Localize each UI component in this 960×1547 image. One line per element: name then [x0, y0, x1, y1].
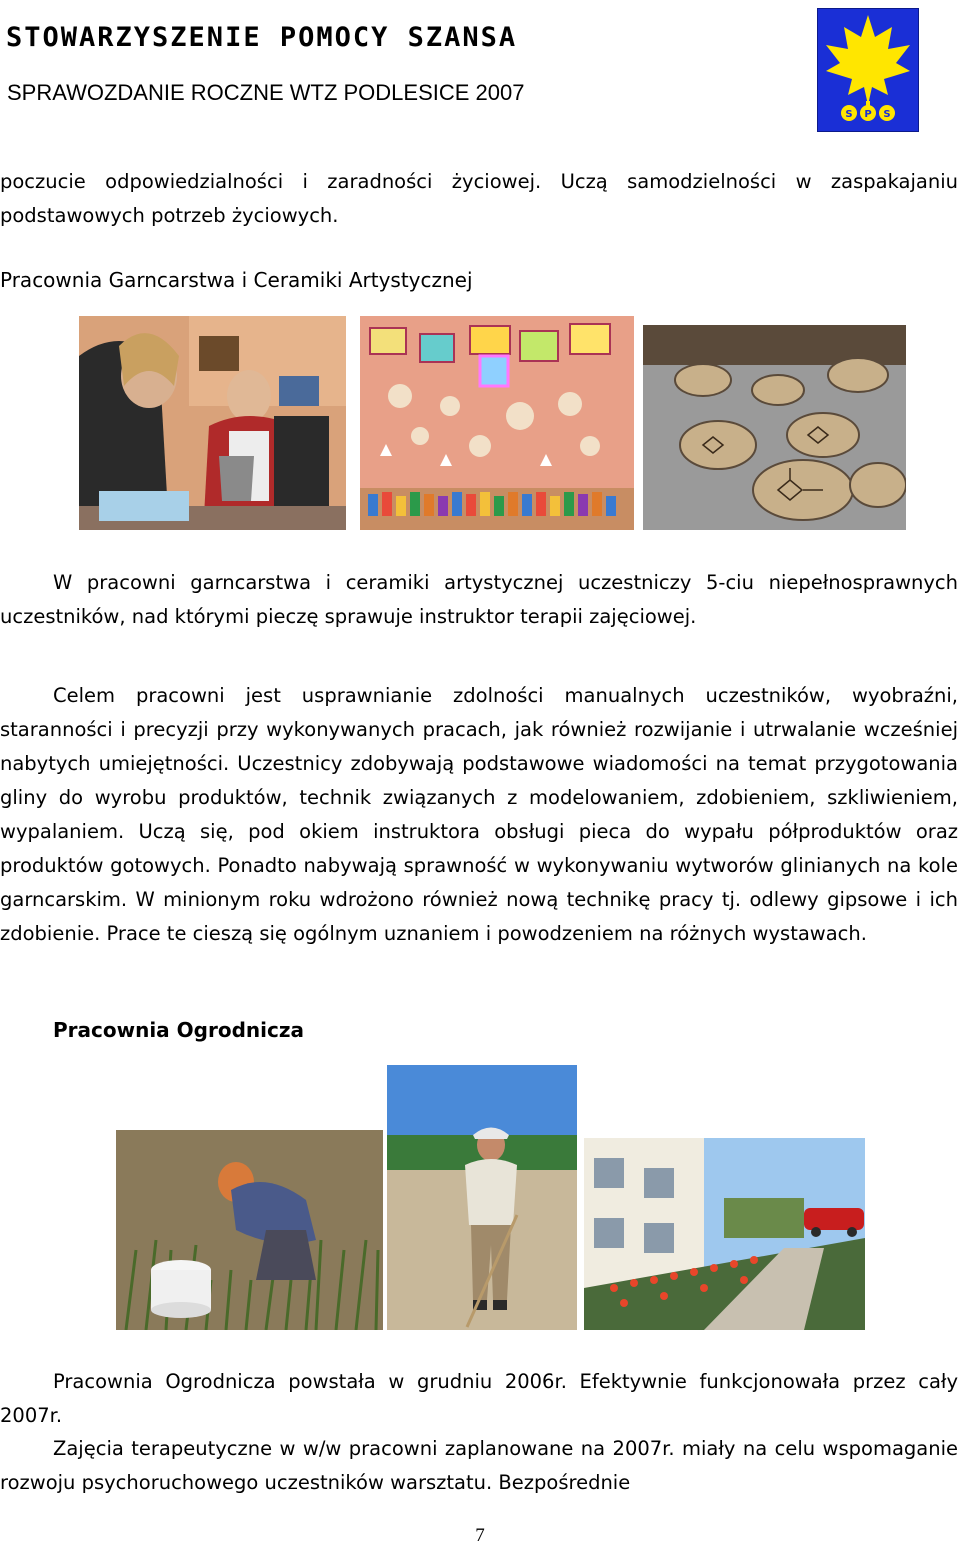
garden-paragraph-1: Pracownia Ogrodnicza powstała w grudniu 2006r. Efektywnie funkcjonowała przez cały 2007r.: [0, 1370, 958, 1427]
ceramics-wall-photo: [360, 316, 634, 530]
organization-title: STOWARZYSZENIE POMOCY SZANSA: [6, 22, 518, 53]
pottery-paragraph-1: W pracowni garncarstwa i ceramiki artystycznej uczestniczy 5-ciu niepełnosprawnych uczestników, nad którymi pieczę sprawuje instruktor terapii zajęciowej.: [0, 571, 958, 628]
intro-paragraph: poczucie odpowiedzialności i zaradności życiowej. Uczą samodzielności w zaspakajaniu podstawowych potrzeb życiowych.: [0, 170, 958, 227]
pottery-heading: Pracownia Garncarstwa i Ceramiki Artystycznej: [0, 268, 473, 292]
pottery-paragraph-2: Celem pracowni jest usprawnianie zdolności manualnych uczestników, wyobraźni, staranności i precyzji przy wykonywanych pracach, jak również rozwijanie i utrwalanie wcześniej nabytych umiejętności. Uczestnicy zdobywają podstawowe wiadomości na temat przygotowania gliny do wyrobu produktów, technik związanych z modelowaniem, zdobieniem, szkliwieniem, wypalaniem. Uczą się, pod okiem instruktora obsługi pieca do wypału półproduktów oraz produktów gotowych. Ponadto nabywają sprawność w wykonywaniu wytworów glinianych na kole garncarskim. W minionym roku wdrożono również nową technikę pracy tj. odlewy gipsowe i ich zdobienie. Prace te cieszą się ogólnym uznaniem i powodzeniem na różnych wystawach.: [0, 684, 958, 945]
svg-text:P: P: [864, 109, 872, 120]
garden-worker-photo: [387, 1065, 577, 1330]
ceramic-turtles-photo: [643, 325, 906, 530]
garden-heading: Pracownia Ogrodnicza: [53, 1018, 304, 1042]
pottery-wheel-photo: [79, 316, 346, 530]
page-number: 7: [475, 1525, 485, 1546]
report-subtitle: SPRAWOZDANIE ROCZNE WTZ PODLESICE 2007: [7, 80, 525, 105]
svg-text:S: S: [845, 109, 853, 120]
garden-planting-photo: [116, 1130, 383, 1330]
garden-building-photo: [584, 1138, 865, 1330]
garden-paragraph-2: Zajęcia terapeutyczne w w/w pracowni zaplanowane na 2007r. miały na celu wspomaganie rozwoju psychoruchowego uczestników warsztatu. Bezpośrednie: [0, 1437, 958, 1494]
svg-text:S: S: [883, 109, 891, 120]
sps-logo: [817, 8, 919, 132]
